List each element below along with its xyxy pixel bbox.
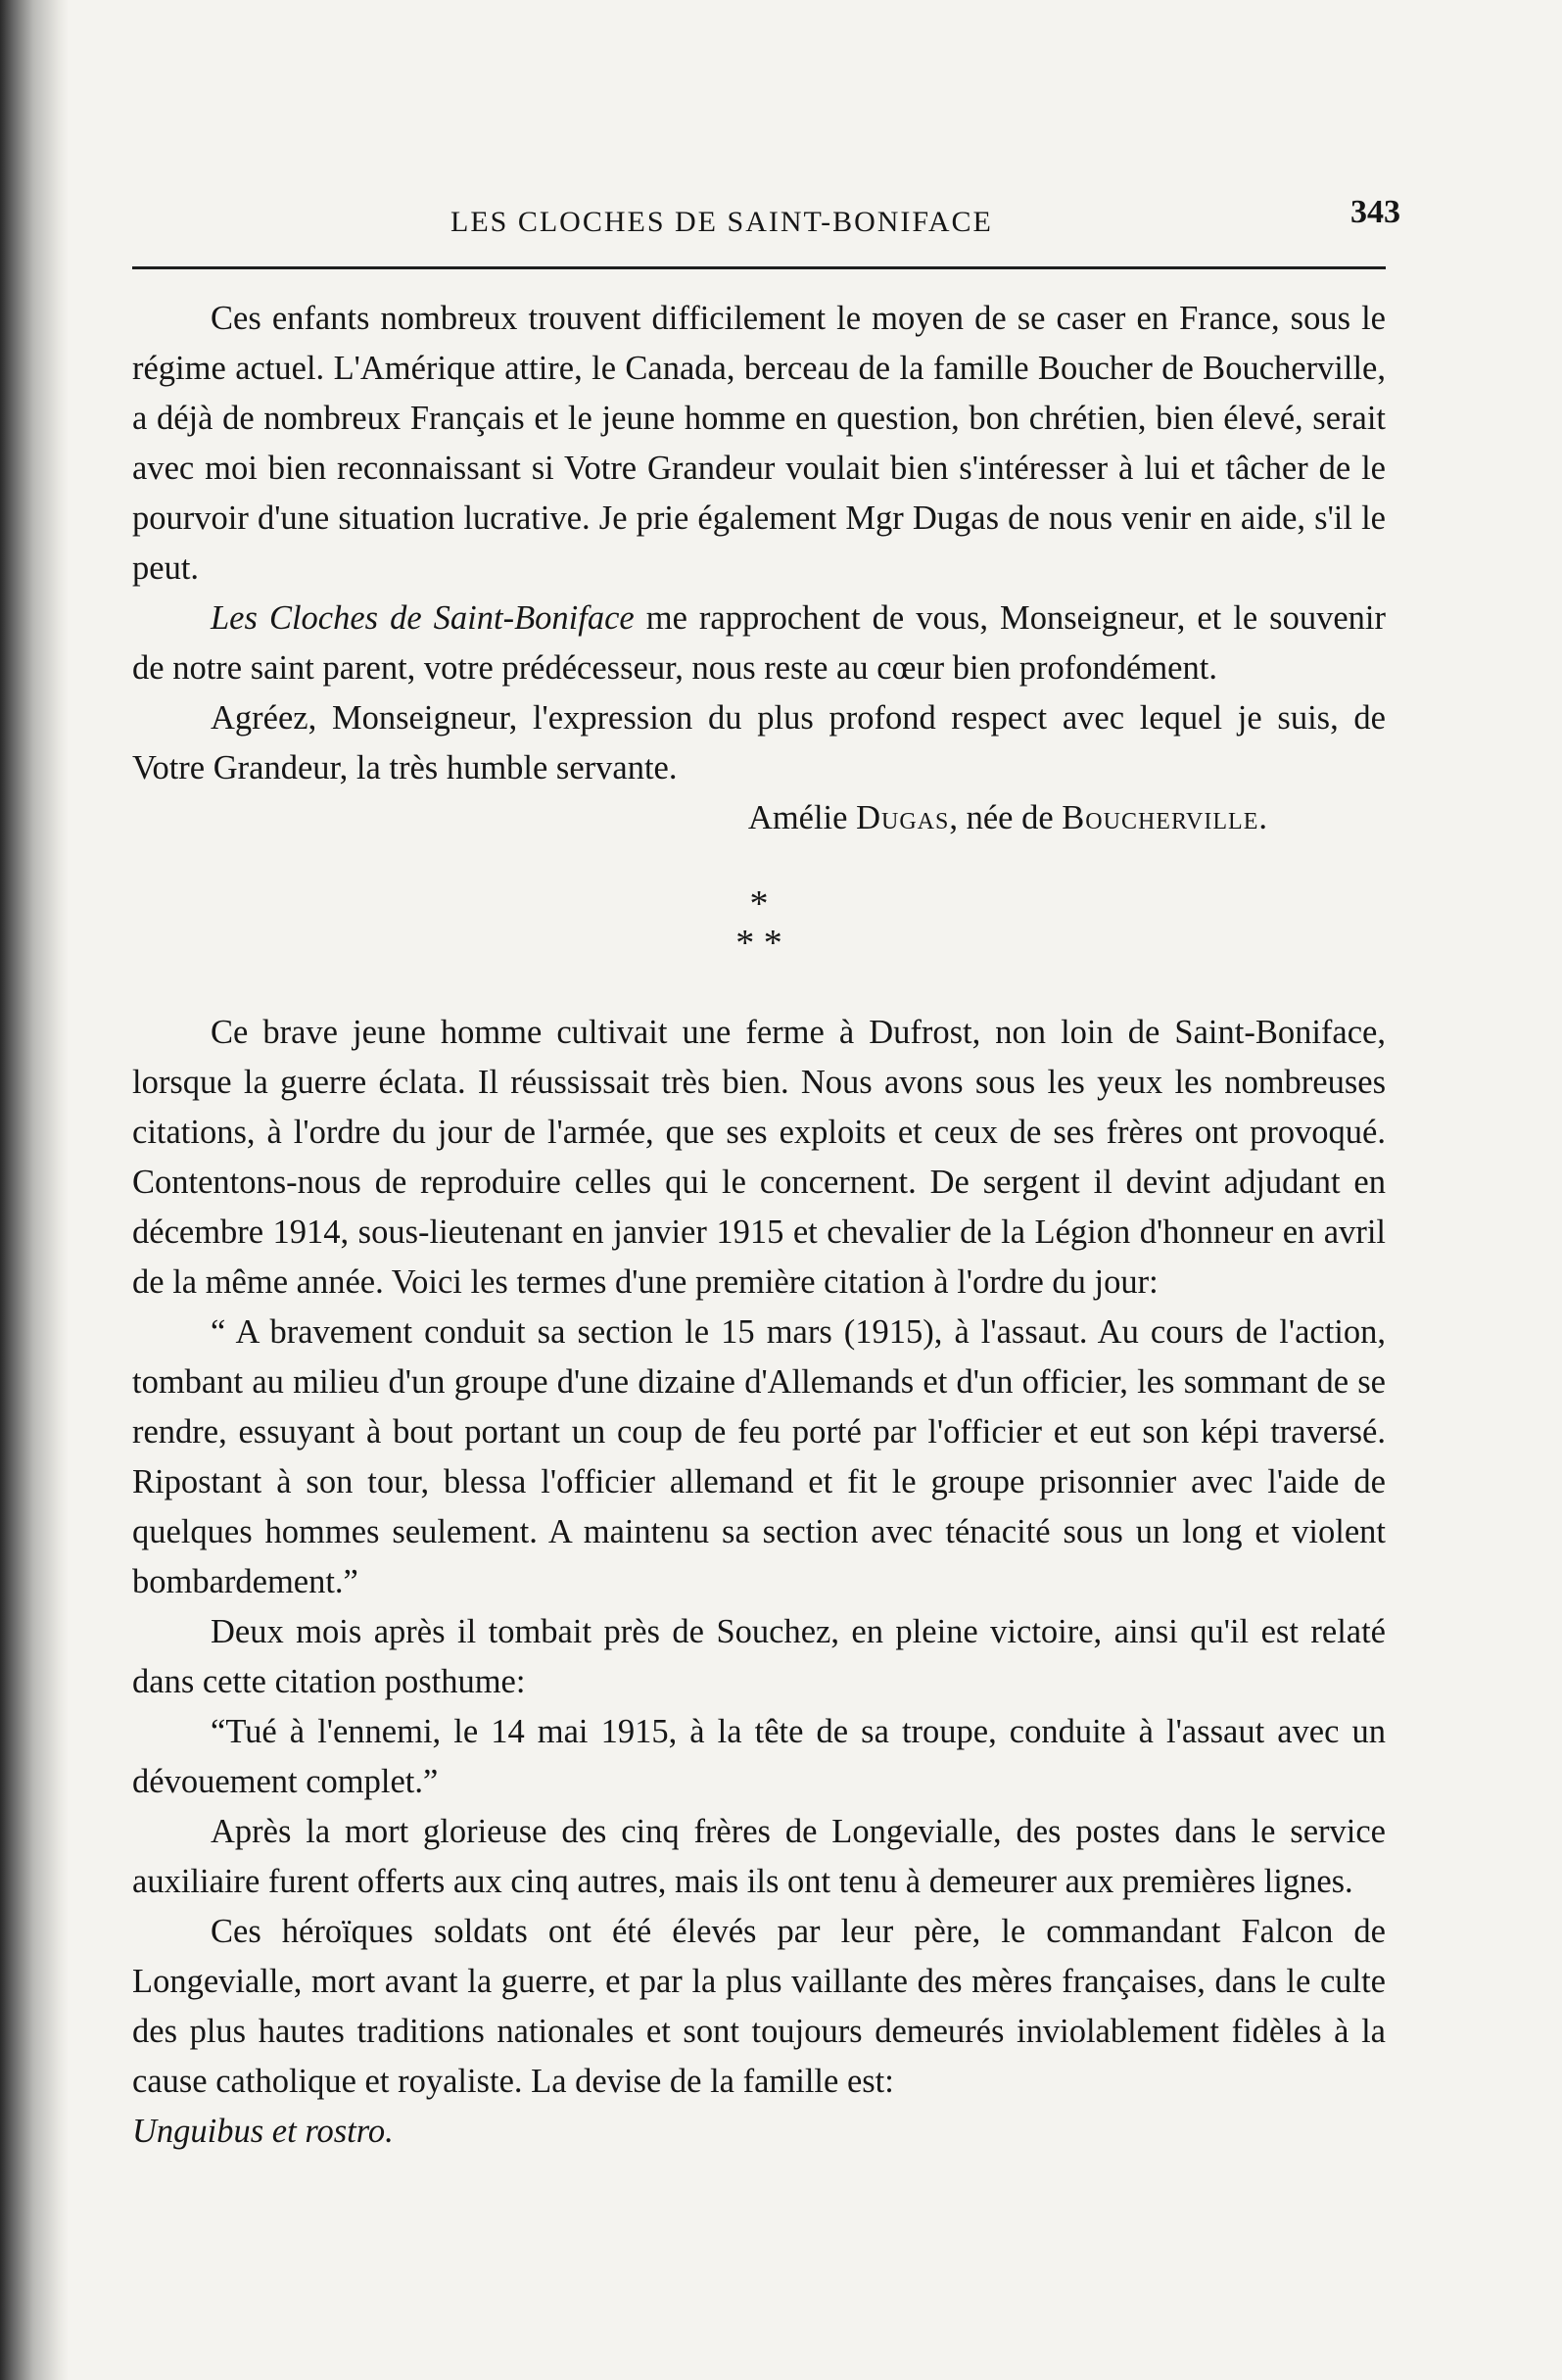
signature-surname: Dugas xyxy=(856,799,950,836)
letter-paragraph-1: Ces enfants nombreux trouvent difficilement le moyen de se caser en France, sous le régime actuel. L'Amérique attire, le Canada, berceau de la famille Boucher de Boucherville, a déjà de nombreux Français et le jeune homme en question, bon chrétien, bien élevé, serait avec moi bien reconnaissant si Votre Grandeur voulait bien s'intéresser à lui et tâcher de le pourvoir d'une situation lucrative. Je prie également Mgr Dugas de nous venir en aide, s'il le peut. xyxy=(132,300,1386,587)
signature-mid: , née de xyxy=(949,799,1063,836)
page-body xyxy=(132,294,1386,2157)
letter-paragraph-3: Agréez, Monseigneur, l'expression du plus profond respect avec lequel je suis, de Votre Grandeur, la très humble servante. xyxy=(132,699,1386,786)
article-paragraph-1: Ce brave jeune homme cultivait une ferme à Dufrost, non loin de Saint-Boniface, lorsque la guerre éclata. Il réussissait très bien. Nous avons sous les yeux les nombreuses citations, à l'ordre du jour de l'armée, que ses exploits et ceux de ses frères ont provoqué. Contentons-nous de reproduire celles qui le concernent. De sergent il devint adjudant en décembre 1914, sous-lieutenant en janvier 1915 et chevalier de la Légion d'honneur en avril de la même année. Voici les termes d'une première citation à l'ordre du jour: xyxy=(132,1014,1386,1301)
asterism-top: * xyxy=(749,883,769,925)
page-header xyxy=(132,186,1400,255)
page-number: 343 xyxy=(1350,194,1400,230)
header-rule xyxy=(132,266,1386,269)
citation-2: “Tué à l'ennemi, le 14 mai 1915, à la tête de sa troupe, conduite à l'assaut avec un dévouement complet.” xyxy=(132,1713,1386,1800)
article-paragraph-6: Ces héroïques soldats ont été élevés par leur père, le commandant Falcon de Longevialle, mort avant la guerre, et par la plus vaillante des mères françaises, dans le culte des plus hautes traditions nationales et sont toujours demeurés inviolablement fidèles à la cause catholique et royaliste. La devise de la famille est: xyxy=(132,1913,1386,2100)
article-paragraph-3: Deux mois après il tombait près de Souchez, en pleine victoire, ainsi qu'il est relaté dans cette citation posthume: xyxy=(132,1613,1386,1700)
letter-paragraph-2-text: me rapprochent de vous, Monseigneur, et le souvenir de notre saint parent, votre prédécesseur, nous reste au cœur bien profondément. xyxy=(132,599,1386,687)
book-page xyxy=(132,186,1400,2150)
signature-first-name: Amélie xyxy=(747,799,848,836)
letter-signature xyxy=(132,793,1386,843)
publication-title: Les Cloches de Saint-Boniface xyxy=(211,599,635,637)
section-separator xyxy=(132,884,1386,963)
family-motto: Unguibus et rostro. xyxy=(132,2113,394,2150)
book-binding-shadow xyxy=(0,0,69,2380)
signature-maiden-name: Boucherville. xyxy=(1062,799,1268,836)
article-paragraph-5: Après la mort glorieuse des cinq frères de Longevialle, des postes dans le service auxiliaire furent offerts aux cinq autres, mais ils ont tenu à demeurer aux premières lignes. xyxy=(132,1813,1386,1900)
family-motto-line xyxy=(132,2107,1386,2157)
running-title: LES CLOCHES DE SAINT-BONIFACE xyxy=(450,206,993,238)
asterism-bottom: * * xyxy=(735,923,782,964)
citation-1: “ A bravement conduit sa section le 15 mars (1915), à l'assaut. Au cours de l'action, tombant au milieu d'un groupe d'une dizaine d'Allemands et d'un officier, les sommant de se rendre, essuyant à bout portant un coup de feu porté par l'officier et eut son képi traversé. Ripostant à son tour, blessa l'officier allemand et fit le groupe prisonnier avec l'aide de quelques hommes seulement. A maintenu sa section avec ténacité sous un long et violent bombardement.” xyxy=(132,1313,1386,1600)
letter-paragraph-2 xyxy=(132,594,1386,693)
